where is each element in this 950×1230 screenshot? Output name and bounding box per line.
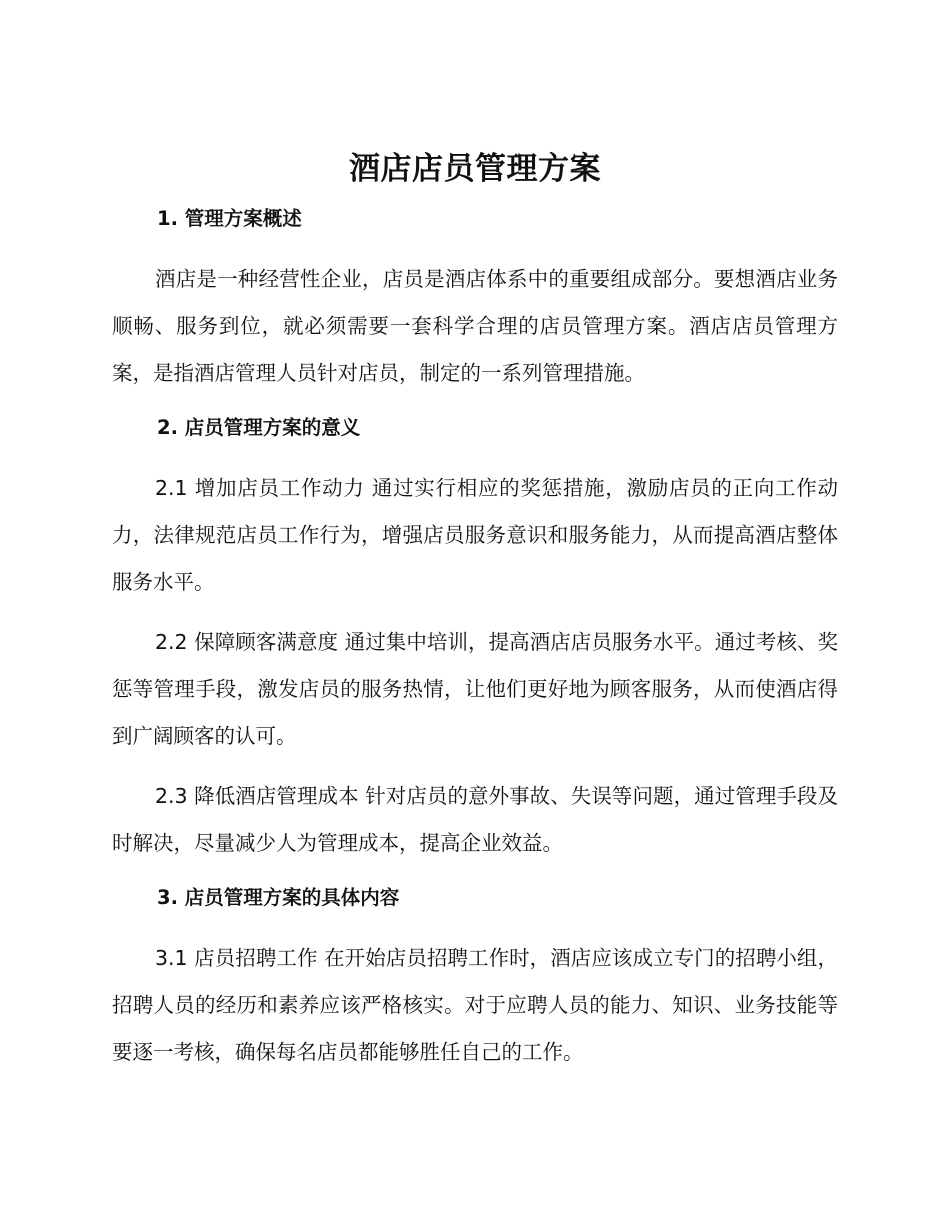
paragraph: 2.2 保障顾客满意度 通过集中培训，提高酒店店员服务水平。通过考核、奖惩等管理手段，激发店员的服务热情，让他们更好地为顾客服务，从而使酒店得到广阔顾客的认可。 — [112, 630, 838, 749]
paragraph: 酒店是一种经营性企业，店员是酒店体系中的重要组成部分。要想酒店业务顺畅、服务到位，就必须需要一套科学合理的店员管理方案。酒店店员管理方案，是指酒店管理人员针对店员，制定的一系列管理措施。 — [112, 267, 838, 386]
paragraph: 2.1 增加店员工作动力 通过实行相应的奖惩措施，激励店员的正向工作动力，法律规范店员工作行为，增强店员服务意识和服务能力，从而提高酒店整体服务水平。 — [112, 476, 838, 595]
section-heading: 3. 店员管理方案的具体内容 — [157, 886, 400, 910]
section-heading: 1. 管理方案概述 — [157, 207, 302, 231]
paragraph: 3.1 店员招聘工作 在开始店员招聘工作时，酒店应该成立专门的招聘小组，招聘人员的经历和素养应该严格核实。对于应聘人员的能力、知识、业务技能等要逐一考核，确保每名店员都能够胜任自己的工作。 — [112, 946, 838, 1065]
document-title: 酒店店员管理方案 — [349, 151, 601, 187]
section-heading: 2. 店员管理方案的意义 — [157, 416, 361, 440]
paragraph: 2.3 降低酒店管理成本 针对店员的意外事故、失误等问题，通过管理手段及时解决，尽量减少人为管理成本，提高企业效益。 — [112, 784, 838, 856]
